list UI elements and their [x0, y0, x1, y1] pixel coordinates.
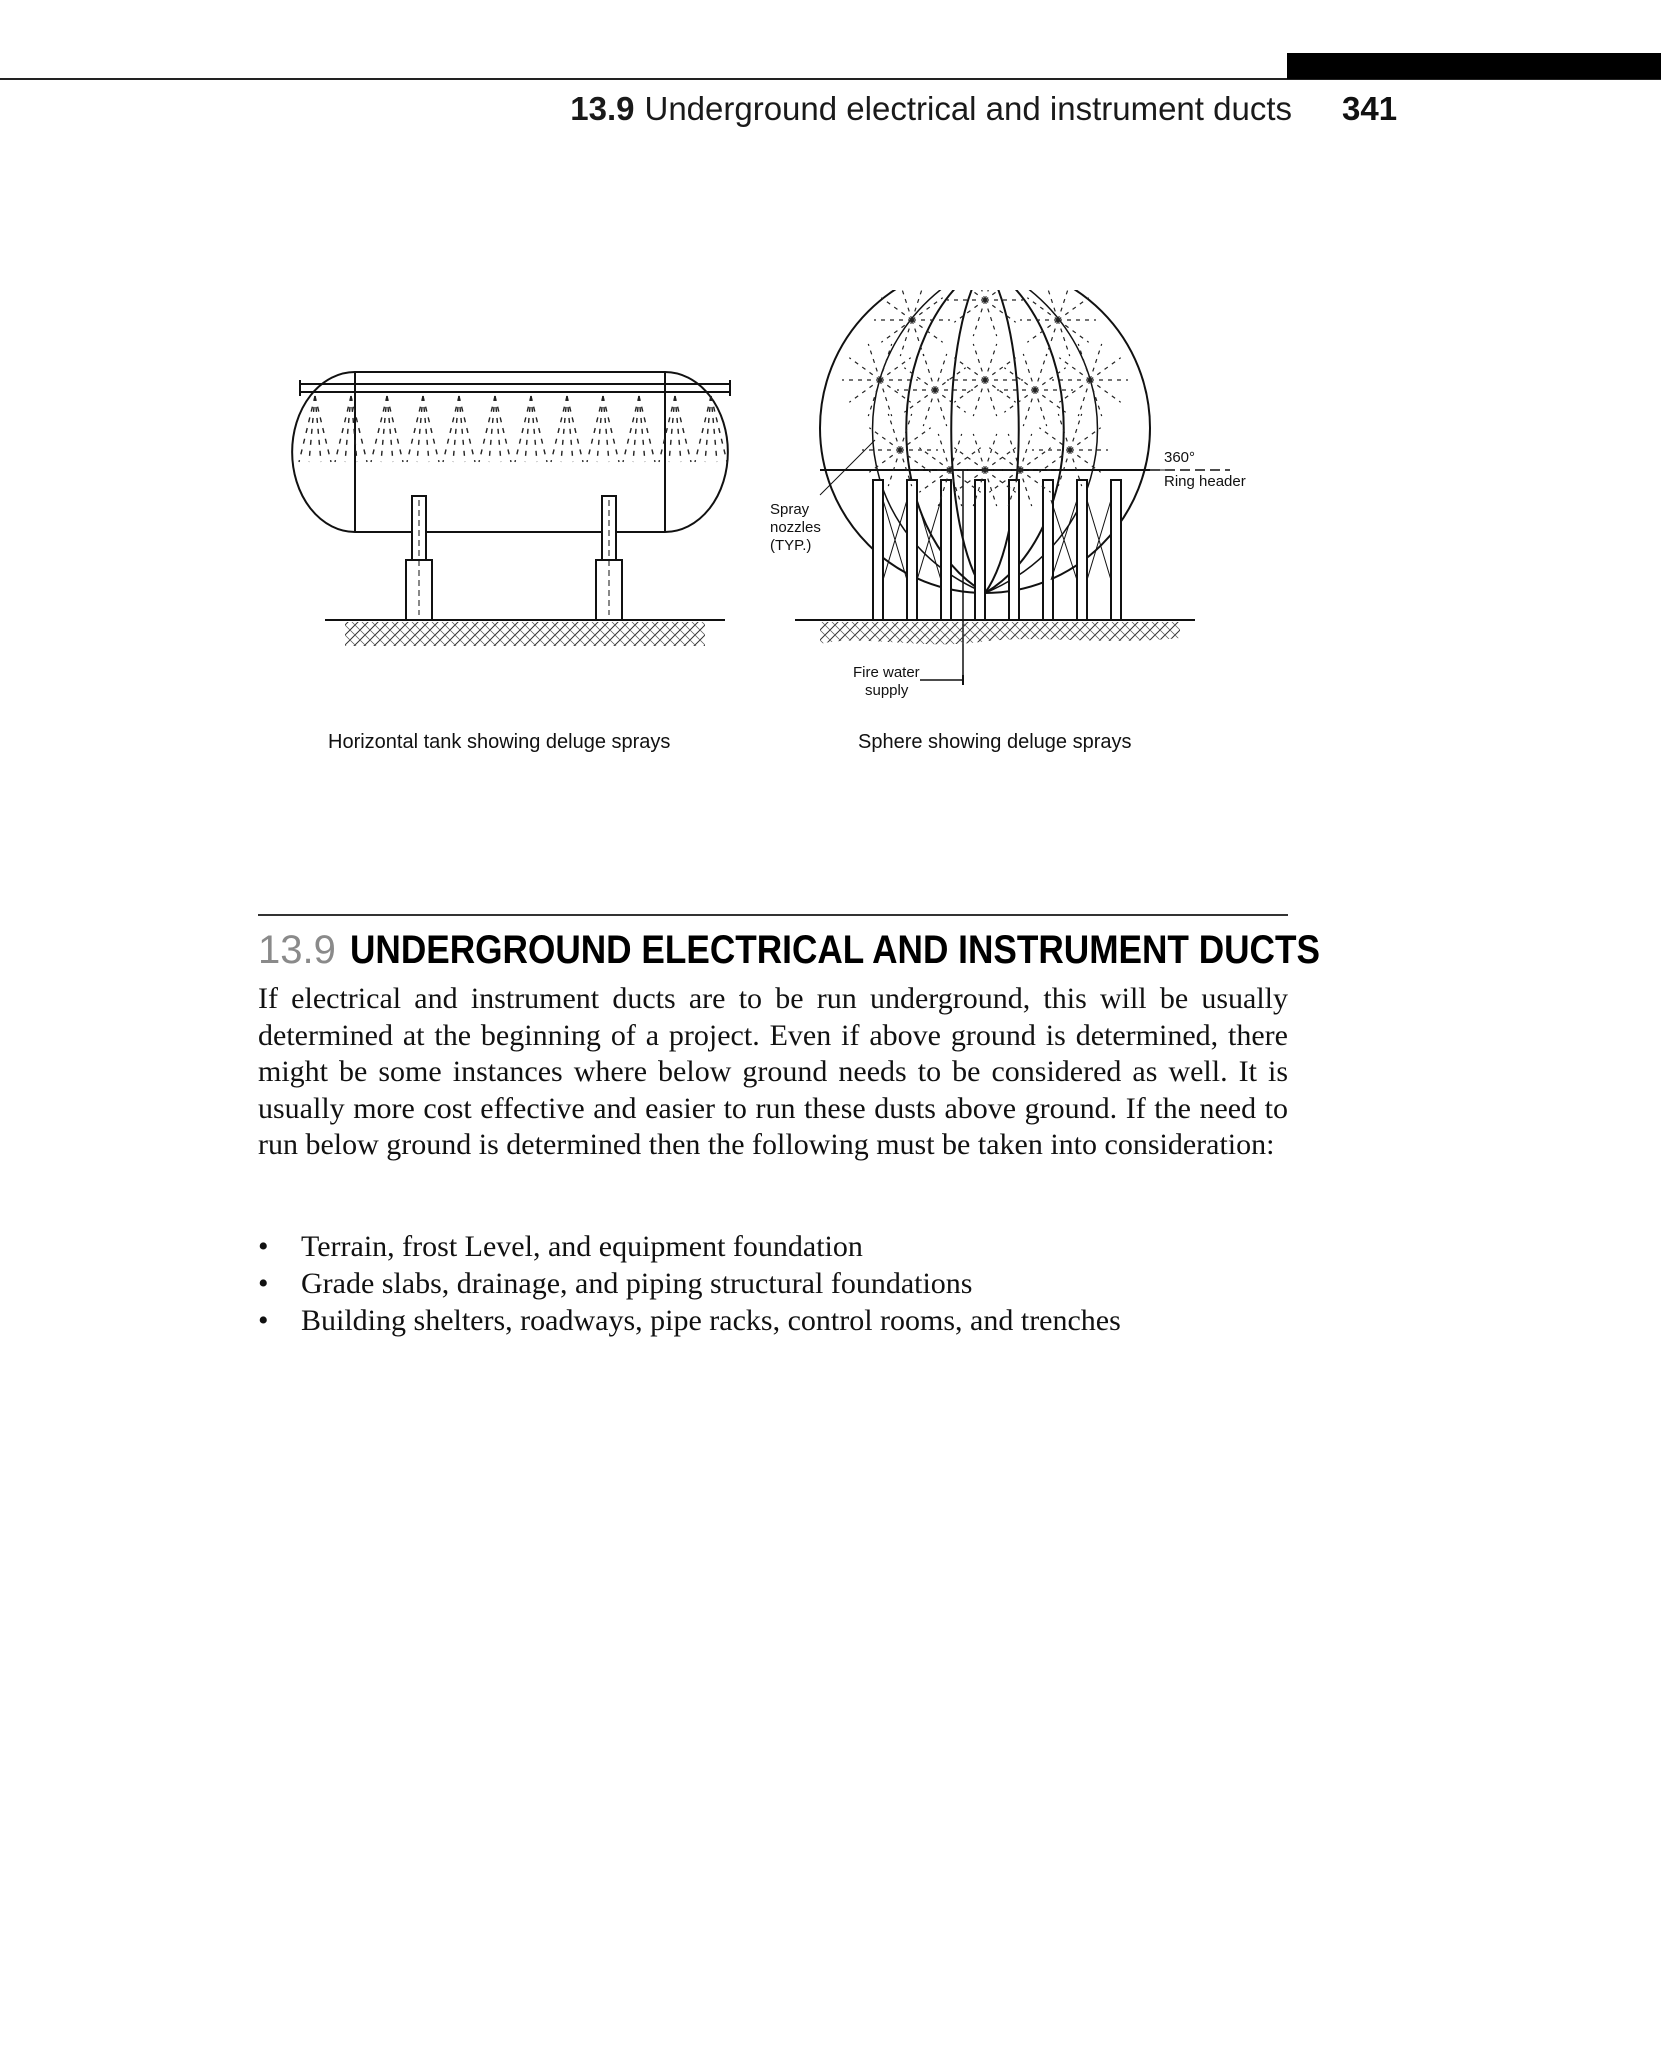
spray-nozzles-label-1: Spray: [770, 501, 810, 518]
right-figure-caption: Sphere showing deluge sprays: [858, 731, 1132, 753]
spray-line: [1039, 428, 1070, 450]
spray-line: [954, 448, 985, 470]
spray-line: [880, 380, 911, 402]
sphere-spray-pattern: [842, 290, 1128, 506]
spray-line: [900, 428, 931, 450]
section-title: UNDERGROUND ELECTRICAL AND INSTRUMENT DUCTS: [349, 928, 1320, 972]
spray-line: [938, 434, 950, 470]
spray-line: [423, 396, 429, 462]
spray-line: [1058, 298, 1089, 320]
bullet-icon: •: [258, 1304, 269, 1337]
spray-line: [880, 380, 892, 416]
spray-line: [705, 396, 711, 462]
spray-line: [888, 450, 900, 486]
spray-line: [985, 344, 997, 380]
spray-line: [935, 368, 966, 390]
spray-line: [881, 298, 912, 320]
running-head-number: 13.9: [570, 90, 635, 127]
spray-line: [1035, 390, 1047, 426]
spray-line: [880, 358, 911, 380]
spray-line: [954, 380, 985, 402]
spray-line: [912, 320, 943, 342]
horizontal-tank-drawing: [292, 372, 730, 620]
spray-line: [935, 354, 947, 390]
spray-line: [935, 390, 947, 426]
page-number: 341: [1342, 90, 1398, 127]
list-item-text: Grade slabs, drainage, and piping structural foundations: [301, 1267, 973, 1300]
spray-line: [912, 320, 924, 356]
spray-line: [315, 396, 321, 462]
spray-line: [985, 448, 1016, 470]
spray-line: [985, 358, 1016, 380]
top-black-bar: [1287, 53, 1661, 79]
fire-water-label-1: Fire water: [853, 664, 920, 681]
spray-line: [1020, 470, 1032, 506]
ring-header-label-2: Ring header: [1164, 473, 1246, 490]
spray-line: [669, 396, 675, 462]
spray-line: [417, 396, 423, 462]
spray-line: [985, 300, 997, 336]
spray-nozzles-label-2: nozzles: [770, 519, 821, 536]
spray-line: [973, 300, 985, 336]
spray-line: [1090, 344, 1102, 380]
ring-header-label-1: 360°: [1164, 449, 1196, 466]
spray-line: [525, 396, 531, 462]
spray-line: [923, 354, 935, 390]
figure-drawing: [280, 290, 1280, 770]
left-figure-caption: Horizontal tank showing deluge sprays: [328, 731, 671, 753]
spray-line: [849, 358, 880, 380]
spray-line: [973, 344, 985, 380]
spray-line: [888, 414, 900, 450]
spray-line: [1004, 368, 1035, 390]
spray-line: [453, 396, 459, 462]
section-rule: [258, 914, 1288, 916]
spray-line: [1059, 358, 1090, 380]
spray-line: [1090, 358, 1121, 380]
spray-line: [603, 396, 609, 462]
spray-line: [597, 396, 603, 462]
spray-line: [633, 396, 639, 462]
spray-line: [985, 380, 1016, 402]
spray-line: [1020, 434, 1032, 470]
bullet-icon: •: [258, 1230, 269, 1263]
bullet-icon: •: [258, 1267, 269, 1300]
spray-line: [868, 344, 880, 380]
list-item-text: Building shelters, roadways, pipe racks, control rooms, and trenches: [301, 1304, 1121, 1337]
spray-line: [531, 396, 537, 462]
spray-line: [989, 448, 1020, 470]
right-ground-hatch: [820, 622, 1180, 644]
list-item: [258, 1265, 1288, 1302]
spray-line: [1058, 290, 1070, 320]
spray-nozzles-label-3: (TYP.): [770, 537, 812, 554]
spray-line: [935, 390, 966, 412]
section-heading: [258, 925, 1320, 975]
spray-line: [1004, 390, 1035, 412]
spray-line: [561, 396, 567, 462]
spray-line: [345, 396, 351, 462]
list-item: [258, 1228, 1288, 1265]
spray-line: [381, 396, 387, 462]
spray-line: [387, 396, 393, 462]
spray-line: [1046, 320, 1058, 356]
fire-water-label-2: supply: [865, 682, 909, 699]
spray-line: [954, 300, 985, 322]
list-item-text: Terrain, frost Level, and equipment foundation: [301, 1230, 863, 1263]
spray-line: [639, 396, 645, 462]
spray-line: [675, 396, 681, 462]
spray-line: [985, 300, 1016, 322]
spray-line: [950, 448, 981, 470]
considerations-list: [258, 1228, 1288, 1339]
spray-line: [1035, 354, 1047, 390]
spray-line: [1023, 390, 1035, 426]
spray-line: [923, 390, 935, 426]
running-head-title: Underground electrical and instrument ducts: [644, 90, 1292, 127]
spray-line: [1027, 320, 1058, 342]
section-number: 13.9: [258, 928, 336, 972]
spray-line: [459, 396, 465, 462]
spray-line: [309, 396, 315, 462]
spray-line: [1023, 354, 1035, 390]
spray-line: [954, 358, 985, 380]
list-item: [258, 1302, 1288, 1339]
spray-line: [567, 396, 573, 462]
spray-line: [1078, 380, 1090, 416]
section-paragraph: If electrical and instrument ducts are to be run underground, this will be usually determined at the beginning of a project. Even if above ground is determined, there might be some instances where below ground needs to be considered as well. It is usually more cost effective and easier to run these dusts above ground. If the need to run below ground is determined then the following must be taken into consideration:: [258, 982, 1288, 1162]
spray-line: [489, 396, 495, 462]
tank-spray-pattern: [299, 396, 727, 462]
spray-line: [495, 396, 501, 462]
spray-line: [1059, 380, 1090, 402]
left-ground-hatch: [345, 622, 705, 646]
deluge-spray-figure: [280, 290, 1280, 770]
spray-line: [1070, 414, 1082, 450]
spray-line: [973, 380, 985, 416]
spray-line: [900, 290, 912, 320]
running-head: [520, 90, 1292, 128]
spray-line: [985, 380, 997, 416]
